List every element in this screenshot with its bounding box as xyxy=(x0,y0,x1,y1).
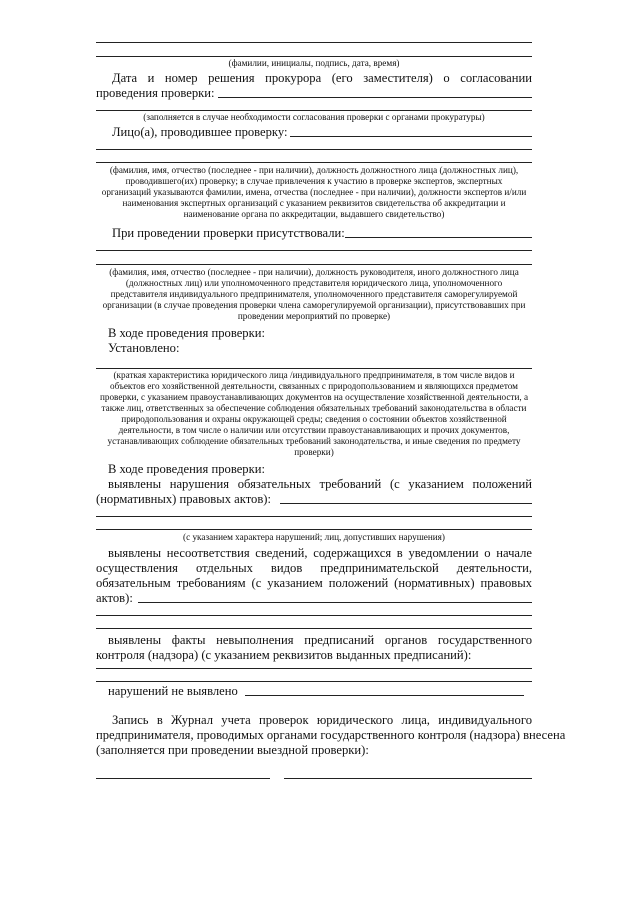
inspection-course-heading-2: В ходе проведения проверки: xyxy=(108,462,265,476)
signature-line xyxy=(96,56,532,57)
journal-line3: (заполняется при проведении выездной проверки): xyxy=(96,743,369,757)
present-caption-5: проведении мероприятий по проверке) xyxy=(237,311,391,321)
inspectors-caption-5: наименование органа по аккредитации, выдавшего свидетельство) xyxy=(183,209,445,219)
signature-line-left xyxy=(96,778,270,779)
fill-line xyxy=(96,110,532,111)
signature-line xyxy=(96,42,532,43)
inspection-course-heading: В ходе проведения проверки: xyxy=(108,326,265,340)
inspectors-caption-1: (фамилия, имя, отчество (последнее - при наличии), должность должностного лица (должностных лиц), xyxy=(109,165,519,175)
established-label: Установлено: xyxy=(108,341,180,355)
fill-line xyxy=(245,695,524,696)
established-caption-5: природопользования и охраны окружающей среды; сведения о состоянии объектов хозяйственной xyxy=(121,414,507,424)
mismatch-line4: актов): xyxy=(96,591,133,605)
established-caption-1: (краткая характеристика юридического лица /индивидуального предпринимателя, в том числе видов и xyxy=(113,370,515,380)
mismatch-line1: выявлены несоответствия сведений, содержащихся в уведомлении о начале xyxy=(108,546,532,560)
fill-line xyxy=(96,162,532,163)
present-caption-2: (должностных лиц) или уполномоченного представителя юридического лица, уполномоченного xyxy=(125,278,503,288)
prosecutor-decision-line2: проведения проверки: xyxy=(96,86,215,100)
fill-line xyxy=(96,368,532,369)
established-caption-2: объектов его хозяйственной деятельности, связанных с природопользованием и являющихся предметом xyxy=(110,381,518,391)
present-caption-4: организации (в случае проведения проверки члена саморегулируемой организации), присутствовавших при xyxy=(102,300,526,310)
present-caption-1: (фамилия, имя, отчество (последнее - при наличии), должность руководителя, иного должностного лица xyxy=(109,267,519,277)
inspectors-caption-2: проводившего(их) проверку; в случае привлечения к участию в проверке экспертов, экспертных xyxy=(125,176,503,186)
fill-line xyxy=(96,516,532,517)
inspectors-label: Лицо(а), проводившее проверку: xyxy=(112,125,288,139)
present-label: При проведении проверки присутствовали: xyxy=(112,226,345,240)
established-caption-7: устанавливающих соблюдение обязательных требований законодательства, и иные сведения по предмету xyxy=(107,436,521,446)
signature-caption: (фамилии, инициалы, подпись, дата, время) xyxy=(228,58,400,68)
no-violations-label: нарушений не выявлено xyxy=(108,684,238,698)
fill-line xyxy=(218,97,532,98)
fill-line xyxy=(138,602,532,603)
fill-line xyxy=(280,503,532,504)
mismatch-line2: осуществления отдельных видов предпринимательской деятельности, xyxy=(96,561,532,575)
orders-line2: контроля (надзора) (с указанием реквизитов выданных предписаний): xyxy=(96,648,472,662)
established-caption-8: проверки) xyxy=(294,447,334,457)
mismatch-line3: обязательным требованиям (с указанием положений (нормативных) правовых xyxy=(96,576,532,590)
violations-caption: (с указанием характера нарушений; лиц, допустивших нарушения) xyxy=(183,532,445,542)
prosecutor-decision-line1: Дата и номер решения прокурора (его заместителя) о согласовании xyxy=(112,71,532,85)
signature-line-right xyxy=(284,778,532,779)
fill-line xyxy=(96,264,532,265)
prosecutor-caption: (заполняется в случае необходимости согласования проверки с органами прокуратуры) xyxy=(143,112,485,122)
fill-line xyxy=(96,615,532,616)
fill-line xyxy=(96,529,532,530)
fill-line xyxy=(290,136,532,137)
fill-line xyxy=(96,250,532,251)
inspectors-caption-4: наименования экспертных организаций с указанием реквизитов свидетельства об аккредитации и xyxy=(122,198,506,208)
established-caption-6: деятельности, в том числе о наличии или отсутствии правоустанавливающих и прочих документов, xyxy=(118,425,510,435)
journal-line2: предпринимателя, проводимых органами государственного контроля (надзора) внесена xyxy=(96,728,566,742)
established-caption-3: проверки, с указанием правоустанавливающих документов на осуществление хозяйственной деятельности, а xyxy=(99,392,529,402)
orders-line1: выявлены факты невыполнения предписаний органов государственного xyxy=(108,633,532,647)
fill-line xyxy=(345,237,532,238)
inspectors-caption-3: организаций указываются фамилии, имена, отчества (последнее - при наличии), должности экспертов и/или xyxy=(101,187,527,197)
violations-line2: (нормативных) правовых актов): xyxy=(96,492,271,506)
fill-line xyxy=(96,149,532,150)
violations-line1: выявлены нарушения обязательных требований (с указанием положений xyxy=(108,477,532,491)
fill-line xyxy=(96,681,532,682)
fill-line xyxy=(96,668,532,669)
journal-line1: Запись в Журнал учета проверок юридического лица, индивидуального xyxy=(112,713,532,727)
fill-line xyxy=(96,628,532,629)
present-caption-3: представителя индивидуального предпринимателя, уполномоченного представителя саморегулируемой xyxy=(110,289,518,299)
established-caption-4: также лиц, ответственных за обеспечение соблюдения обязательных требований законодательства в области xyxy=(101,403,527,413)
